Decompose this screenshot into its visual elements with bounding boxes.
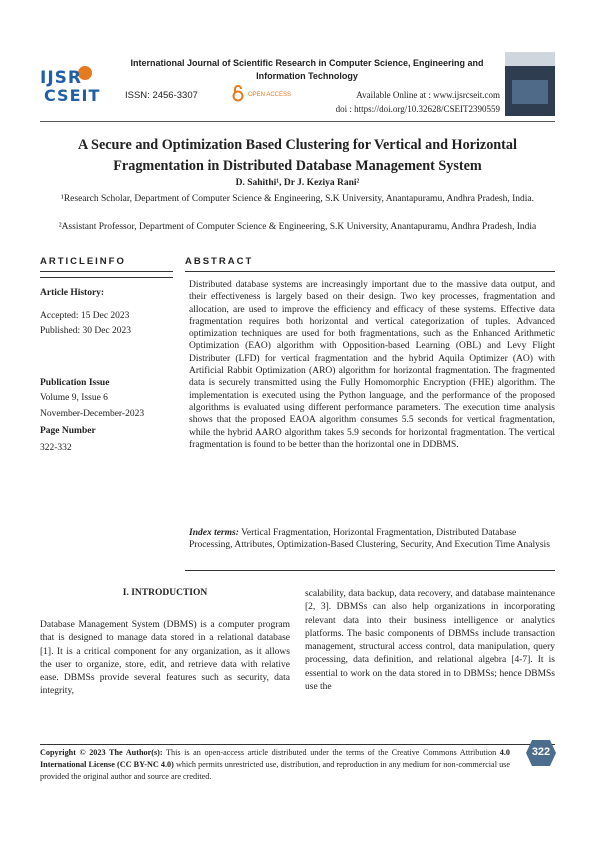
license-link[interactable]: 4.0 International License (CC BY-NC 4.0) [40,748,510,770]
open-access-icon [231,84,245,102]
issn: ISSN: 2456-3307 [125,90,198,101]
divider [185,271,555,272]
available-online[interactable]: Available Online at : www.ijsrcseit.com [356,90,500,100]
body-column-right: scalability, data backup, data recovery, and database maintenance [2, 3]. DBMSs can also help organizations in incorporating relevant data into their business intelligence or analytics platforms. The basic components of DBMSs include transaction management, structural access control, data manipulation, query processing, data definition, and relational algebra [4-7]. It is essential to work on the data stored in to DBMSs; hence DBMSs use the [305,589,555,693]
publication-period: November-December-2023 [40,409,145,419]
copyright-text: This is an open-access article distributed under the terms of the Creative Commons Attribution [162,748,500,757]
divider [40,277,173,278]
copyright-tail: which permits unrestricted use, distribution, and reproduction in any medium for non-commercial use provided the original author and source are credited. [40,760,510,782]
article-info-heading: ARTICLEINFO [40,256,126,267]
abstract-text: Distributed database systems are increasingly important due to the massive data output, and their effectiveness is largely based on their design. Two key processes, fragmentation and allocation, are used to improve the efficiency and efficacy of these systems. Effective data fragmentation requires both horizontal and vertical categorization of tuples. Advanced optimization techniques are used for both fragmentations, such as the Enhanced Arithmetic Optimization (EAO) algorithm with Opposition-based Learning (OBL) and Levy Flight Distributer (LFD) for vertical fragmentation and the hybrid Aquila Optimizer (AO) with Artificial Rabbit Optimization (ARO) algorithm for horizontal fragmentation. The fragmented data is securely transmitted using the Fully Homomorphic Encryption (FHE) algorithm. The implementation is executed using the Python language, and the performance of the proposed algorithms is evaluated using different performance parameters. The execution time analysis shows that the proposed EAOA algorithm consumes 5.5 seconds for vertical fragmentation, while the hybrid AARO algorithm takes 5.9 seconds for horizontal fragmentation. The vertical fragmentation is found to be better than the horizontal one in DDBMS. [189,280,555,450]
index-terms-label: Index terms: [189,528,239,538]
page-number: 322 [531,746,551,758]
abstract-heading: ABSTRACT [185,256,254,267]
copyright-notice [40,747,510,784]
copyright-label: Copyright © 2023 The Author(s): [40,748,163,757]
divider [40,271,173,272]
page-range: 322-332 [40,443,72,453]
publication-issue-label: Publication Issue [40,378,110,388]
footer-divider [40,744,555,745]
doi-link[interactable]: doi : https://doi.org/10.32628/CSEIT2390559 [335,104,500,114]
affiliation-2: ²Assistant Professor, Department of Computer Science & Engineering, S.K University, Anantapuramu, Andhra Pradesh, India [58,222,537,232]
header-divider [40,121,555,122]
journal-title: International Journal of Scientific Research in Computer Science, Engineering and Information Technology [130,58,484,81]
volume-issue: Volume 9, Issue 6 [40,393,108,403]
body-column-left: Database Management System (DBMS) is a computer program that is designed to manage data stored in a relational database [1]. It is a critical component for any organization, as it allows the user to organize, store, edit, and retrieve data with relative ease. DBMSs provide several features such as security, data integrity, [40,620,290,697]
section-heading-introduction: I. INTRODUCTION [122,588,208,598]
journal-cover-graphic [512,80,548,104]
published-date: Published: 30 Dec 2023 [40,326,132,336]
accepted-date: Accepted: 15 Dec 2023 [40,311,130,321]
journal-logo-line1: IJSR [40,68,82,88]
journal-cover-band [505,52,555,66]
page-number-label: Page Number [40,426,96,436]
authors: D. Sahithi¹, Dr J. Keziya Rani² [235,178,360,188]
journal-logo-line2: CSEIT [44,86,101,105]
index-terms-text: Vertical Fragmentation, Horizontal Fragmentation, Distributed Database Processing, Attributes, Optimization-Based Clustering, Security, And Execution Time Analysis [189,528,550,551]
divider [185,570,555,571]
article-history-label: Article History: [40,288,105,298]
open-access-label: OPEN ACCESS [248,92,292,98]
affiliation-1: ¹Research Scholar, Department of Computer Science & Engineering, S.K University, Anantapuramu, Andhra Pradesh, India. [60,194,535,204]
index-terms [189,527,555,552]
paper-title: A Secure and Optimization Based Clustering for Vertical and Horizontal Fragmentation in Distributed Database Management System [78,137,517,174]
